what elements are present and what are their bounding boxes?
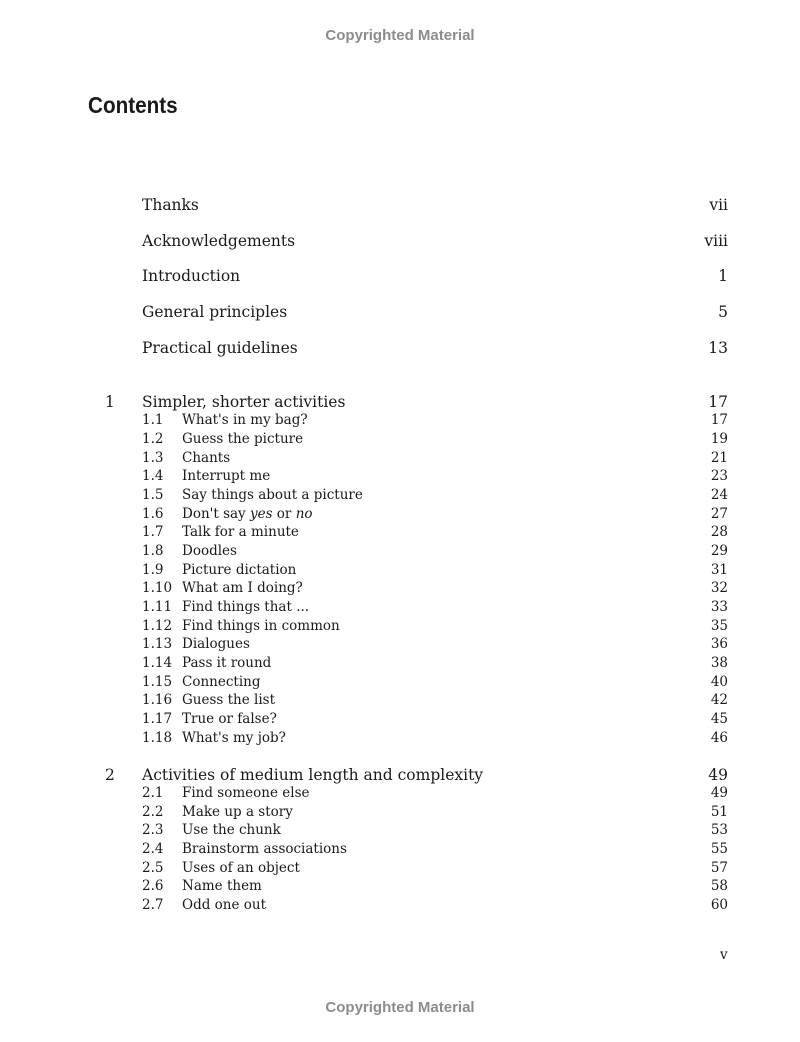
toc-entry (142, 655, 728, 673)
entry-title: Dialogues (182, 636, 250, 652)
entry-page: 21 (710, 450, 728, 466)
toc-entry (142, 785, 728, 803)
toc-entry (142, 730, 728, 748)
entry-title: Find things that ... (182, 599, 310, 615)
entry-number: 2.4 (142, 841, 164, 857)
entry-title: Guess the picture (182, 431, 304, 447)
chapter-number: 2 (105, 766, 115, 784)
entry-page: 46 (710, 730, 728, 746)
entry-page: 23 (710, 468, 728, 484)
page-number: v (720, 947, 728, 963)
toc-entry (142, 431, 728, 449)
entry-number: 1.16 (142, 692, 173, 708)
toc-entry (142, 822, 728, 840)
toc-entry (142, 618, 728, 636)
entry-title: Brainstorm associations (182, 841, 347, 857)
entry-page: 45 (710, 711, 728, 727)
toc-entry (142, 543, 728, 561)
entry-number: 2.7 (142, 897, 164, 913)
toc-entry (142, 468, 728, 486)
entry-page: 38 (710, 655, 728, 671)
entry-number: 1.10 (142, 580, 173, 596)
entry-title: Make up a story (182, 804, 293, 820)
entry-title: Chants (182, 450, 231, 466)
entry-page: vii (709, 196, 728, 214)
toc-front-entry (142, 232, 728, 254)
entry-title (182, 506, 313, 522)
chapter-title: Simpler, shorter activities (142, 393, 346, 411)
toc-entry (142, 711, 728, 729)
entry-title: Odd one out (182, 897, 266, 913)
entry-title: Use the chunk (182, 822, 281, 838)
toc-entry (142, 841, 728, 859)
toc-entry (142, 580, 728, 598)
toc-entry (142, 506, 728, 524)
entry-number: 1.8 (142, 543, 164, 559)
entry-page: 55 (710, 841, 728, 857)
toc-entry (142, 804, 728, 822)
entry-title: Pass it round (182, 655, 272, 671)
toc-entry (142, 524, 728, 542)
entry-title: Guess the list (182, 692, 276, 708)
toc-entry (142, 878, 728, 896)
chapter-page: 49 (708, 766, 728, 784)
toc-entry (142, 692, 728, 710)
toc-entry (142, 562, 728, 580)
toc-entry (142, 897, 728, 915)
entry-title: Say things about a picture (182, 487, 363, 503)
entry-title: What am I doing? (182, 580, 303, 596)
chapter-heading (105, 393, 728, 413)
entry-title: General principles (142, 303, 288, 321)
page-title: Contents (88, 92, 178, 118)
entry-number: 1.6 (142, 506, 164, 522)
entry-page: 60 (710, 897, 728, 913)
copyright-watermark-top: Copyrighted Material (325, 27, 475, 44)
entry-page: 27 (710, 506, 728, 522)
entry-number: 2.3 (142, 822, 164, 838)
toc-entry (142, 860, 728, 878)
entry-page: 35 (710, 618, 728, 634)
entry-page: 17 (710, 412, 728, 428)
entry-page: 31 (710, 562, 728, 578)
entry-number: 1.7 (142, 524, 164, 540)
toc-front-entry (142, 267, 728, 289)
entry-number: 1.15 (142, 674, 173, 690)
entry-number: 1.11 (142, 599, 173, 615)
entry-page: viii (704, 232, 728, 250)
entry-number: 2.6 (142, 878, 164, 894)
entry-page: 53 (710, 822, 728, 838)
entry-title: Acknowledgements (142, 232, 296, 250)
toc-front-entry (142, 339, 728, 361)
entry-title: Picture dictation (182, 562, 297, 578)
entry-title: What's my job? (182, 730, 286, 746)
entry-page: 40 (710, 674, 728, 690)
entry-number: 2.1 (142, 785, 164, 801)
entry-page: 29 (710, 543, 728, 559)
entry-page: 13 (708, 339, 728, 357)
entry-number: 1.3 (142, 450, 164, 466)
copyright-watermark-bottom: Copyrighted Material (325, 999, 475, 1016)
entry-number: 1.13 (142, 636, 173, 652)
entry-title-text: or (272, 506, 296, 522)
entry-title: Name them (182, 878, 262, 894)
entry-page: 57 (710, 860, 728, 876)
entry-title: Introduction (142, 267, 241, 285)
entry-title: Practical guidelines (142, 339, 298, 357)
entry-title-text: Don't say (182, 506, 250, 522)
entry-number: 1.12 (142, 618, 173, 634)
entry-number: 1.18 (142, 730, 173, 746)
toc-entry (142, 412, 728, 430)
entry-title: What's in my bag? (182, 412, 308, 428)
entry-title: Doodles (182, 543, 237, 559)
entry-page: 1 (718, 267, 728, 285)
entry-number: 2.2 (142, 804, 164, 820)
entry-title-emphasis: no (295, 506, 313, 522)
toc-entry (142, 636, 728, 654)
entry-title: True or false? (182, 711, 277, 727)
entry-number: 1.1 (142, 412, 164, 428)
entry-page: 49 (710, 785, 728, 801)
entry-number: 1.4 (142, 468, 164, 484)
toc-entry (142, 450, 728, 468)
entry-title: Thanks (142, 196, 199, 214)
entry-title: Find someone else (182, 785, 310, 801)
entry-page: 36 (710, 636, 728, 652)
entry-page: 32 (710, 580, 728, 596)
entry-page: 5 (718, 303, 728, 321)
entry-number: 1.17 (142, 711, 173, 727)
toc-entry (142, 599, 728, 617)
entry-page: 33 (710, 599, 728, 615)
entry-number: 1.5 (142, 487, 164, 503)
entry-number: 1.2 (142, 431, 164, 447)
entry-number: 2.5 (142, 860, 164, 876)
entry-page: 51 (710, 804, 728, 820)
entry-page: 24 (710, 487, 728, 503)
entry-page: 19 (710, 431, 728, 447)
entry-page: 58 (710, 878, 728, 894)
entry-page: 42 (710, 692, 728, 708)
entry-title: Talk for a minute (182, 524, 299, 540)
chapter-heading (105, 766, 728, 786)
toc-entry (142, 674, 728, 692)
entry-title: Connecting (182, 674, 261, 690)
toc-front-entry (142, 196, 728, 218)
chapter-page: 17 (708, 393, 728, 411)
entry-page: 28 (710, 524, 728, 540)
chapter-number: 1 (105, 393, 115, 411)
chapter-title: Activities of medium length and complexity (142, 766, 484, 784)
entry-number: 1.14 (142, 655, 173, 671)
entry-title: Interrupt me (182, 468, 271, 484)
entry-title-emphasis: yes (249, 506, 273, 522)
entry-number: 1.9 (142, 562, 164, 578)
toc-entry (142, 487, 728, 505)
toc-front-entry (142, 303, 728, 325)
entry-title: Find things in common (182, 618, 340, 634)
entry-title: Uses of an object (182, 860, 300, 876)
